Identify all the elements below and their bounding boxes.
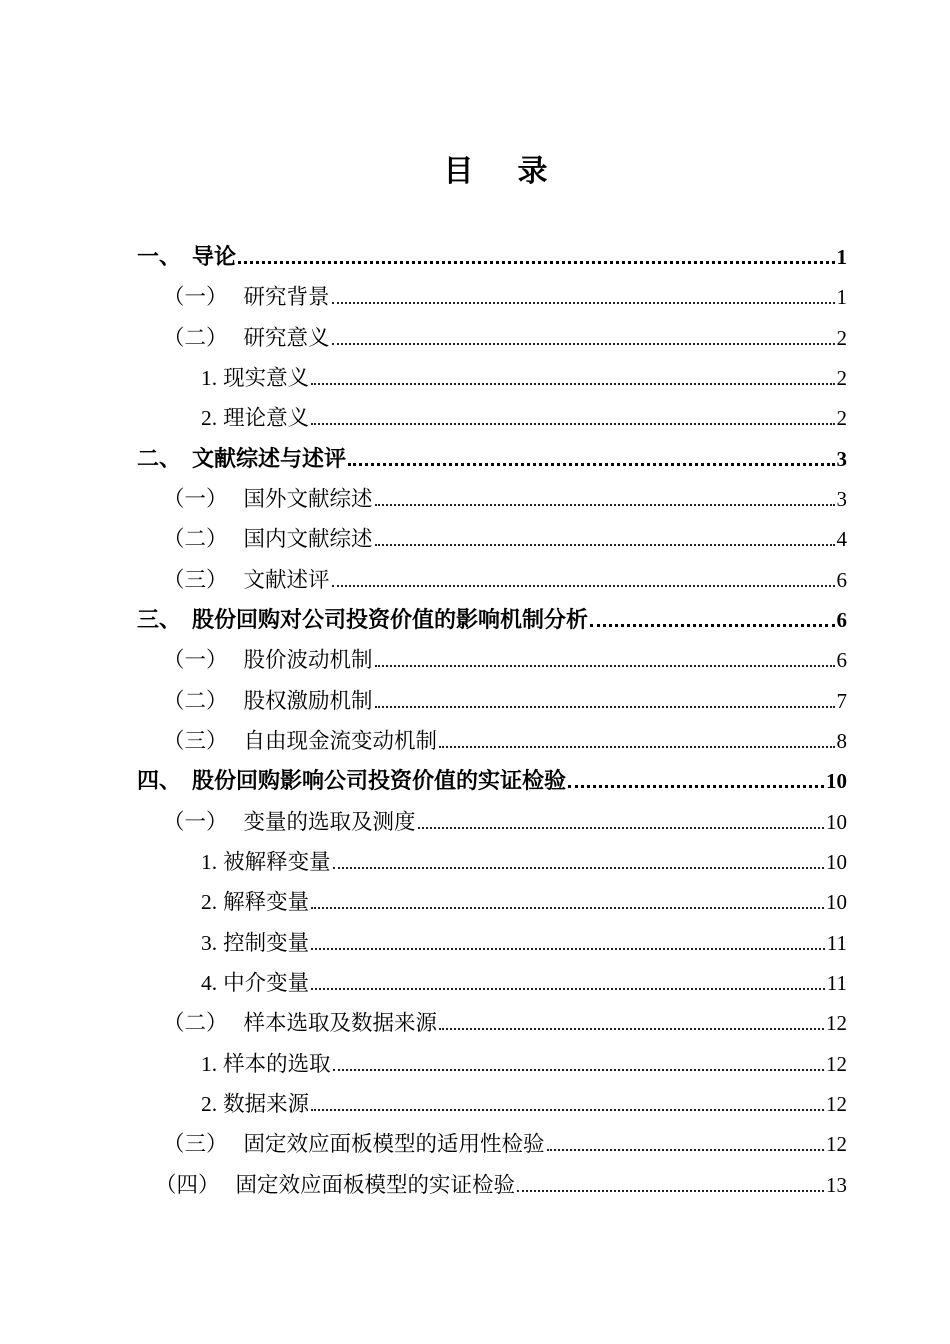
toc-entry-number: 2. xyxy=(201,890,218,915)
dot-leader xyxy=(311,423,834,425)
dot-leader xyxy=(439,1028,824,1030)
toc-entry-page: 8 xyxy=(836,728,847,753)
toc-entry-page: 10 xyxy=(826,809,847,834)
toc-entry[interactable] xyxy=(0,963,847,1003)
toc-entry[interactable] xyxy=(0,358,847,398)
toc-entry-number: 4. xyxy=(201,970,218,995)
toc-entry[interactable] xyxy=(0,600,847,640)
toc-entry-label: 现实意义 xyxy=(223,365,310,390)
toc-entry-number: 1. xyxy=(201,849,218,874)
toc-entry-label: 股价波动机制 xyxy=(243,648,373,673)
toc-entry[interactable] xyxy=(0,1084,847,1124)
dot-leader xyxy=(333,867,824,869)
toc-entry[interactable] xyxy=(0,1165,847,1205)
dot-leader xyxy=(568,785,824,788)
toc-entry-label: 被解释变量 xyxy=(223,849,331,874)
toc-entry-page: 12 xyxy=(826,1051,847,1076)
toc-entry-page: 12 xyxy=(826,1132,847,1157)
dot-leader xyxy=(311,988,825,990)
dot-leader xyxy=(348,463,834,466)
dot-leader xyxy=(375,665,835,667)
toc-entry-number: 3. xyxy=(201,930,218,955)
toc-entry[interactable] xyxy=(0,1003,847,1043)
toc-entry-number: 一、 xyxy=(137,244,182,269)
toc-entry-number: 1. xyxy=(201,365,218,390)
toc-entry-label: 固定效应面板模型的适用性检验 xyxy=(243,1132,545,1157)
toc-entry-number: 二、 xyxy=(137,445,182,471)
toc-entry-number: （三） xyxy=(163,567,228,592)
dot-leader xyxy=(332,585,835,587)
toc-entry-page: 3 xyxy=(836,446,847,471)
toc-entry-number: （一） xyxy=(163,285,228,310)
toc-entry-page: 6 xyxy=(836,607,847,632)
toc-entry[interactable] xyxy=(0,1124,847,1164)
toc-entry[interactable] xyxy=(0,1044,847,1084)
toc-entry-number: 1. xyxy=(201,1051,218,1076)
toc-entry-label: 文献述评 xyxy=(243,567,330,592)
toc-entry[interactable] xyxy=(0,681,847,721)
toc-entry-number: （一） xyxy=(163,648,228,673)
toc-entry-label: 文献综述与述评 xyxy=(192,445,347,471)
toc-entry-number: （三） xyxy=(163,1132,228,1157)
toc-entry[interactable] xyxy=(0,640,847,680)
toc-entry-number: 2. xyxy=(201,1091,218,1116)
dot-leader xyxy=(375,706,835,708)
toc-entry-label: 导论 xyxy=(192,244,237,269)
toc-entry-label: 中介变量 xyxy=(223,970,310,995)
toc-entry-page: 1 xyxy=(836,245,847,269)
toc-entry-label: 国外文献综述 xyxy=(243,486,373,511)
toc-entry[interactable] xyxy=(0,398,847,438)
toc-entry-label: 解释变量 xyxy=(223,890,310,915)
toc-entry-label: 变量的选取及测度 xyxy=(243,809,416,834)
toc-entry-label: 国内文献综述 xyxy=(243,527,373,552)
toc-entry[interactable] xyxy=(0,721,847,761)
dot-leader xyxy=(375,544,835,546)
dot-leader xyxy=(439,746,834,748)
toc-entry-page: 12 xyxy=(826,1091,847,1116)
toc-entry-page: 11 xyxy=(826,930,847,955)
toc-entry-page: 13 xyxy=(826,1172,847,1197)
table-of-contents xyxy=(0,237,847,1205)
toc-entry-page: 7 xyxy=(836,688,847,713)
toc-entry-page: 1 xyxy=(836,285,847,310)
toc-entry[interactable] xyxy=(0,519,847,559)
toc-entry[interactable] xyxy=(0,802,847,842)
toc-entry[interactable] xyxy=(0,560,847,600)
toc-entry[interactable] xyxy=(0,882,847,922)
dot-leader xyxy=(375,504,835,506)
toc-entry-number: （一） xyxy=(163,486,228,511)
dot-leader xyxy=(590,624,834,627)
toc-entry-page: 2 xyxy=(836,406,847,431)
toc-entry-label: 股份回购影响公司投资价值的实证检验 xyxy=(192,768,567,794)
toc-entry-number: （四） xyxy=(155,1172,220,1197)
toc-entry-page: 6 xyxy=(836,648,847,673)
toc-entry-page: 10 xyxy=(826,769,847,794)
toc-entry-label: 股权激励机制 xyxy=(243,688,373,713)
toc-entry-label: 样本选取及数据来源 xyxy=(243,1011,438,1036)
dot-leader xyxy=(547,1149,824,1151)
toc-entry-page: 11 xyxy=(826,970,847,995)
toc-entry-page: 2 xyxy=(836,365,847,390)
dot-leader xyxy=(418,827,824,829)
toc-entry-number: （二） xyxy=(163,527,228,552)
dot-leader xyxy=(517,1190,824,1192)
dot-leader xyxy=(332,302,835,304)
toc-entry-page: 2 xyxy=(836,325,847,350)
toc-entry-number: （一） xyxy=(163,809,228,834)
toc-entry-label: 股份回购对公司投资价值的影响机制分析 xyxy=(192,606,589,632)
dot-leader xyxy=(311,907,824,909)
toc-entry-label: 固定效应面板模型的实证检验 xyxy=(235,1172,516,1197)
toc-entry[interactable] xyxy=(0,923,847,963)
toc-entry-label: 研究背景 xyxy=(243,285,330,310)
toc-entry[interactable] xyxy=(0,277,847,317)
dot-leader xyxy=(332,343,835,345)
toc-entry-number: （二） xyxy=(163,325,228,350)
toc-entry[interactable] xyxy=(0,761,847,801)
toc-entry-page: 6 xyxy=(836,567,847,592)
toc-entry-label: 理论意义 xyxy=(223,406,310,431)
toc-entry-number: 三、 xyxy=(137,606,182,632)
page-title: 目 录 xyxy=(443,155,555,188)
toc-entry-label: 控制变量 xyxy=(223,930,310,955)
toc-entry[interactable] xyxy=(0,439,847,479)
toc-entry-page: 10 xyxy=(826,890,847,915)
dot-leader xyxy=(238,261,834,264)
toc-entry-number: 四、 xyxy=(137,768,182,794)
toc-entry[interactable] xyxy=(0,479,847,519)
dot-leader xyxy=(311,383,834,385)
toc-entry-page: 12 xyxy=(826,1011,847,1036)
toc-entry-number: （二） xyxy=(163,688,228,713)
toc-entry-label: 数据来源 xyxy=(223,1091,310,1116)
toc-entry-number: 2. xyxy=(201,406,218,431)
toc-entry-page: 4 xyxy=(836,527,847,552)
toc-entry-number: （二） xyxy=(163,1011,228,1036)
dot-leader xyxy=(311,948,825,950)
toc-entry[interactable] xyxy=(0,237,847,277)
toc-entry-page: 10 xyxy=(826,849,847,874)
toc-entry-page: 3 xyxy=(836,486,847,511)
toc-entry-label: 样本的选取 xyxy=(223,1051,331,1076)
dot-leader xyxy=(333,1069,824,1071)
toc-entry-label: 研究意义 xyxy=(243,325,330,350)
toc-entry[interactable] xyxy=(0,318,847,358)
dot-leader xyxy=(311,1109,824,1111)
toc-entry[interactable] xyxy=(0,842,847,882)
toc-entry-label: 自由现金流变动机制 xyxy=(243,728,438,753)
toc-entry-number: （三） xyxy=(163,728,228,753)
